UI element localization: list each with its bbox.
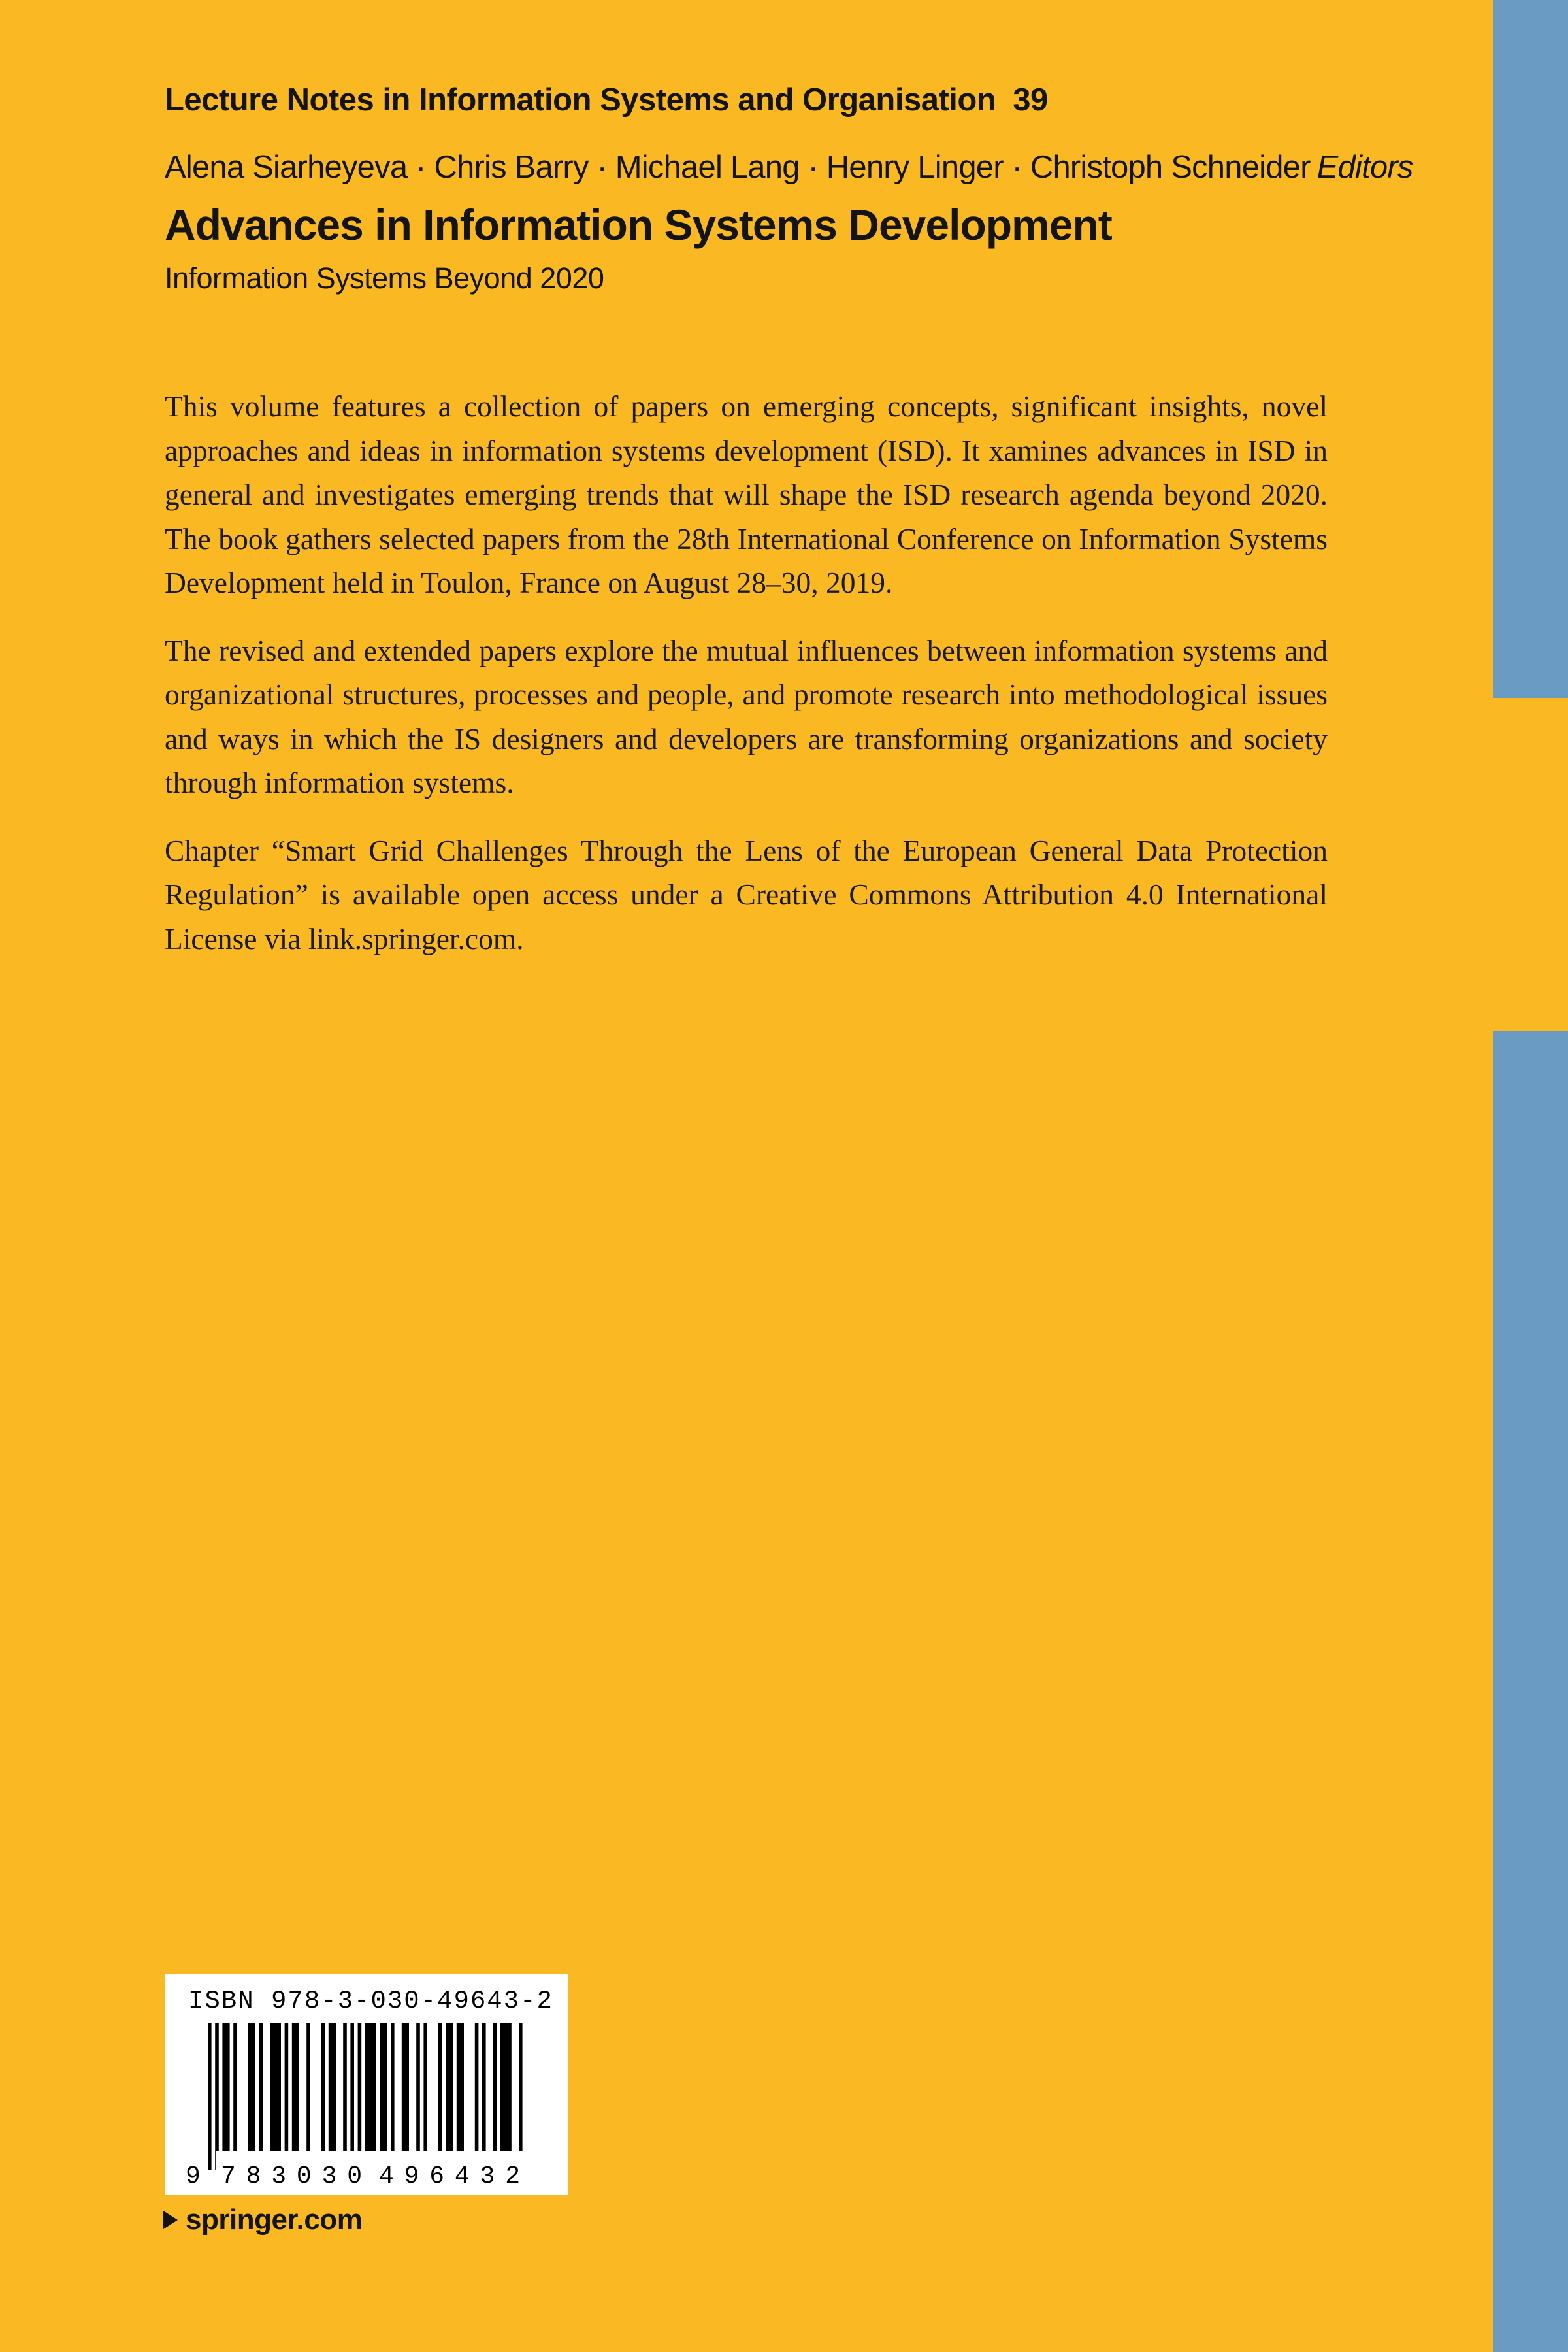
barcode-bar	[259, 2023, 263, 2151]
barcode-bar	[306, 2023, 310, 2151]
barcode-bar	[402, 2023, 409, 2151]
series-line	[165, 82, 1048, 118]
isbn-label: ISBN 978-3-030-49643-2	[188, 1987, 553, 2015]
barcode-bar	[482, 2023, 486, 2151]
barcode-bar	[365, 2023, 376, 2151]
barcode-bar	[329, 2023, 336, 2151]
barcode-bar	[285, 2023, 289, 2151]
barcode-bar	[475, 2023, 479, 2151]
barcode-bar	[270, 2023, 281, 2151]
spine-band-bottom	[1493, 1031, 1568, 2352]
blurb-paragraph: Chapter “Smart Grid Challenges Through the Lens of the European General Data Protection Regulation” is available open access under a Creative Commons Attribution 4.0 International License via link.springer.com.	[165, 833, 1328, 955]
blurb-paragraph: The revised and extended papers explore the mutual influences between information systems and organizational structures, processes and people, and promote research into methodological issues and ways in which the IS designers and developers are transforming organizations and society through information systems.	[165, 633, 1328, 799]
barcode-bar	[493, 2023, 497, 2151]
editor-names: Alena Siarheyeva · Chris Barry · Michael Lang · Henry Linger · Christoph Schneider	[165, 150, 1311, 185]
barcode-graphic	[182, 2023, 551, 2187]
barcode-bars	[208, 2023, 523, 2170]
barcode-right-digits: 496432	[379, 2162, 520, 2187]
arrow-right-icon	[163, 2211, 178, 2229]
editors-line	[165, 149, 1413, 186]
blurb-paragraph: This volume features a collection of papers on emerging concepts, significant insights, novel approaches and ideas in information systems development (ISD). It xamines advances in ISD in general and investigates emerging trends that will shape the ISD research agenda beyond 2020. The book gathers selected papers from the 28th International Conference on Information Systems Development held in Toulon, France on August 28–30, 2019.	[165, 389, 1328, 599]
barcode-bar	[222, 2023, 229, 2151]
barcode-bar	[380, 2023, 387, 2151]
barcode-bar	[500, 2023, 512, 2151]
barcode-bar	[208, 2023, 212, 2170]
barcode-bar	[519, 2023, 523, 2151]
barcode-bar	[423, 2023, 427, 2151]
barcode-bar	[233, 2023, 237, 2151]
barcode-left-digits: 783030	[221, 2162, 362, 2187]
barcode-bar	[343, 2023, 347, 2151]
series-name: Lecture Notes in Information Systems and Organisation	[165, 82, 996, 118]
blurb	[165, 384, 1328, 984]
barcode-bar	[248, 2023, 255, 2151]
barcode-bar	[292, 2023, 299, 2151]
barcode-bar	[446, 2023, 453, 2151]
isbn-barcode	[165, 1974, 568, 2195]
barcode-bar	[457, 2023, 464, 2151]
barcode-bar	[215, 2023, 219, 2170]
publisher-link[interactable]	[163, 2204, 362, 2236]
barcode-bar	[321, 2023, 325, 2151]
book-subtitle: Information Systems Beyond 2020	[165, 261, 604, 295]
publisher-url: springer.com	[186, 2204, 363, 2236]
series-volume: 39	[1013, 82, 1048, 118]
barcode-bar	[438, 2023, 442, 2151]
spine-band-top	[1493, 0, 1568, 698]
barcode-bar	[391, 2023, 395, 2151]
book-title: Advances in Information Systems Development	[165, 201, 1112, 249]
barcode-bar	[358, 2023, 362, 2151]
barcode-bar	[416, 2023, 420, 2151]
editors-role: Editors	[1316, 150, 1413, 185]
barcode-lead-digit: 9	[186, 2162, 201, 2187]
barcode-bar	[350, 2023, 354, 2151]
